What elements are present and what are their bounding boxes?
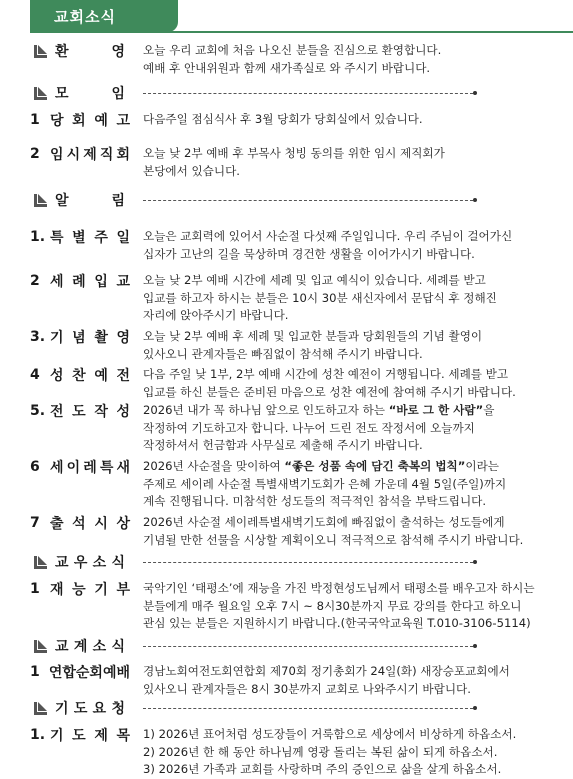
body-text: 2026년 사순절을 맞이하여: [143, 459, 285, 473]
header-underline: [30, 31, 573, 33]
section-heading-row: [0, 699, 573, 721]
announcement-row: [0, 663, 573, 699]
item-label: [30, 328, 130, 346]
announcement-text: 경남노회여전도회연합회 제70회 정기총회가 24일(화) 새장승포교회에서 있사오니 관계자들은 8시 30분까지 교회로 나와주시기 바랍니다.: [143, 664, 510, 696]
label-text: 연 합 순 회 예 배: [48, 665, 130, 681]
label-text: 기 도 요 청: [55, 701, 125, 717]
section-label: [34, 699, 134, 717]
corner-bracket-icon: [34, 640, 47, 653]
item-number: 6: [30, 459, 40, 475]
highlight-text: “바로 그 한 사람”: [388, 403, 484, 417]
label-text: 당 회 예 고: [50, 113, 130, 129]
section-heading-row: [0, 553, 573, 575]
announcement-row: [0, 580, 573, 636]
label-text: 출 석 시 상: [50, 516, 130, 532]
item-label: [30, 111, 130, 129]
announcement-row: [0, 111, 573, 137]
dashed-divider: [143, 646, 473, 647]
announcement-text: 오늘 낮 2부 예배 시간에 세례 및 입교 예식이 있습니다. 세례를 받고 입교를 하고자 하시는 분들은 10시 30분 새신자에서 문답식 후 정해진 자리에 앉아주시기 바랍니다.: [143, 273, 497, 322]
body-text: 이라는 주제로 세이레 사순절 특별새벽기도회가 은혜 가운데 4월 5일(주일)까지 계속 진행됩니다. 미참석한 성도들의 적극적인 참석을 부탁드립니다.: [143, 459, 507, 508]
item-number: 1.: [30, 727, 46, 743]
announcement-text: 국악기인 ‘태평소’에 재능을 가진 박정현성도님께서 태평소를 배우고자 하시는 분들에게 매주 월요일 오후 7시 ~ 8시30분까지 무료 강의를 한다고 하오니 관심 있는 분들은 지원하시기 바랍니다.(한국국악교육원 T.010-3106-5114): [143, 581, 535, 630]
item-label: [30, 458, 130, 476]
announcement-row: [0, 228, 573, 266]
announcement-row: [0, 366, 573, 400]
corner-bracket-icon: [34, 702, 47, 715]
corner-bracket-icon: [34, 87, 47, 100]
corner-bracket-icon: [34, 556, 47, 569]
item-label: [30, 145, 130, 163]
item-number: 1: [30, 581, 40, 597]
label-text: 교 계 소 식: [55, 639, 125, 655]
section-label: [34, 637, 134, 655]
body-text: 을 작정하여 기도하고자 합니다. 나누어 드린 전도 작정서에 오늘까지 작정하셔서 헌금함과 사무실로 제출해 주시기 바랍니다.: [143, 403, 495, 452]
item-label: [30, 663, 130, 681]
section-label: [34, 42, 134, 60]
item-number: 2: [30, 273, 40, 289]
section-label: [34, 84, 134, 102]
announcement-text: 오늘은 교회력에 있어서 사순절 다섯째 주일입니다. 우리 주님이 걸어가신 십자가 고난의 길을 묵상하며 경건한 생활을 이어가시기 바랍니다.: [143, 229, 513, 261]
label-text: 교 우 소 식: [55, 555, 125, 571]
corner-bracket-icon: [34, 45, 47, 58]
section-label: [34, 553, 134, 571]
section-heading-row: [0, 191, 573, 213]
item-number: 7: [30, 515, 40, 531]
announcement-text: [143, 402, 535, 455]
corner-bracket-icon: [34, 194, 47, 207]
announcement-text: 1) 2026년 표어처럼 성도장들이 거룩함으로 세상에서 비상하게 하옵소서. 2) 2026년 한 해 동안 하나님께 영광 돌리는 복된 삶이 되게 하옵소서. 3) 2026년 가족과 교회를 사랑하며 주의 증인으로 삶을 살게 하옵소서.: [143, 727, 517, 776]
label-text: 세 례 입 교: [50, 274, 130, 290]
label-text: 기 도 제 목: [50, 728, 130, 744]
label-text: 기 념 촬 영: [50, 330, 130, 346]
label-text: 모 임: [55, 86, 125, 102]
announcement-text: 오늘 낮 2부 예배 후 부목사 청빙 동의를 위한 임시 제직회가 본당에서 있습니다.: [143, 146, 445, 178]
announcement-text: 다음 주일 낮 1부, 2부 예배 시간에 성찬 예전이 거행됩니다. 세례를 받고 입교를 하신 분들은 준비된 마음으로 성찬 예전에 참여해 주시기 바랍니다.: [143, 367, 516, 399]
label-text: 알 림: [55, 193, 125, 209]
section-header-tab: [30, 0, 178, 32]
label-text: 특 별 주 일: [50, 230, 130, 246]
section-heading-row: [0, 84, 573, 106]
label-text: 임 시 제 직 회: [50, 147, 130, 163]
item-label: [30, 228, 130, 246]
section-label: [34, 191, 134, 209]
announcement-row: [0, 145, 573, 185]
item-number: 3.: [30, 329, 46, 345]
announcement-row: [0, 726, 573, 776]
section-heading-row: [0, 42, 573, 80]
item-label: [30, 366, 130, 384]
label-text: 환 영: [55, 44, 125, 60]
label-text: 세 이 레 특 새: [50, 460, 130, 476]
item-label: [30, 726, 130, 744]
section-heading-row: [0, 637, 573, 659]
announcement-text: [143, 458, 535, 511]
item-number: 1: [30, 112, 40, 128]
item-number: 2: [30, 146, 40, 162]
item-number: 4: [30, 367, 40, 383]
announcement-row: [0, 458, 573, 512]
item-number: 1: [30, 664, 40, 680]
announcement-text: 오늘 낮 2부 예배 후 세례 및 입교한 분들과 당회원들의 기념 촬영이 있사오니 관계자들은 빠짐없이 참석해 주시기 바랍니다.: [143, 329, 483, 361]
label-text: 전 도 작 성: [50, 404, 130, 420]
item-label: [30, 402, 130, 420]
announcement-text: 오늘 우리 교회에 처음 나오신 분들을 진심으로 환영합니다. 예배 후 안내위원과 함께 새가족실로 와 주시기 바랍니다.: [143, 43, 442, 75]
highlight-text: “좋은 성품 속에 담긴 축복의 법칙”: [284, 459, 466, 473]
dashed-divider: [143, 200, 473, 201]
announcement-row: [0, 272, 573, 326]
announcement-row: [0, 514, 573, 550]
announcement-row: [0, 402, 573, 456]
label-text: 성 찬 예 전: [50, 368, 130, 384]
dashed-divider: [143, 562, 473, 563]
item-label: [30, 272, 130, 290]
item-number: 5.: [30, 403, 46, 419]
dashed-divider: [143, 93, 473, 94]
section-title: 교회소식: [54, 8, 116, 26]
announcement-row: [0, 328, 573, 364]
item-label: [30, 514, 130, 532]
dashed-divider: [143, 708, 473, 709]
announcement-text: 2026년 사순절 세이레특별새벽기도회에 빠짐없이 출석하는 성도들에게 기념될 만한 선물을 시상할 계획이오니 적극적으로 참석해 주시기 바랍니다.: [143, 515, 524, 547]
body-text: 2026년 내가 꼭 하나님 앞으로 인도하고자 하는: [143, 403, 389, 417]
item-number: 1.: [30, 229, 46, 245]
item-label: [30, 580, 130, 598]
announcement-text: 다음주일 점심식사 후 3월 당회가 당회실에서 있습니다.: [143, 112, 423, 126]
label-text: 재 능 기 부: [50, 582, 130, 598]
